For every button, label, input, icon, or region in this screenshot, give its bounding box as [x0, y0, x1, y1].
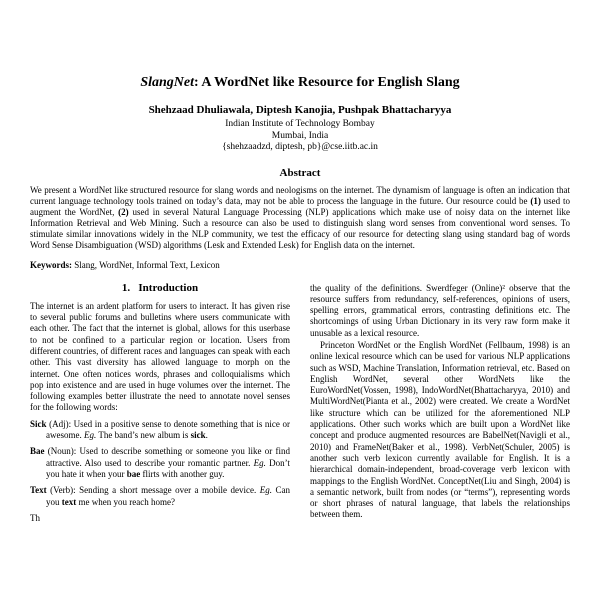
definition-eg-label: Eg. — [84, 430, 97, 441]
two-column-body — [30, 283, 570, 525]
definition-example-bold: bae — [126, 468, 141, 479]
definition-pos: (Noun): — [44, 446, 80, 457]
definition-example-pre: Can you — [46, 485, 291, 507]
abstract-part-3: used in several Natural Language Processing (NLP) applications which make use of noisy data on the internet like Information Retrieval and Web Mining. Such a resource can also be used to distinguish slang word senses from conventional word senses. To stimulate similar innovations widely in the NLP community, we test the efficacy of our resource for detecting slang using standard bag of words Word Sense Disambiguation (WSD) algorithms (Lesk and Extended Lesk) for English data on the internet. — [30, 206, 570, 250]
definition-example-pre: The band’s new album is — [96, 430, 191, 441]
definition-item-bae — [30, 446, 290, 480]
definition-example-post: flirts with another guy. — [140, 468, 225, 479]
definition-example-post: . — [205, 430, 208, 441]
definition-term: Text — [30, 485, 47, 496]
left-column — [30, 283, 290, 525]
right-column — [310, 283, 570, 525]
paper-title — [30, 74, 570, 91]
definition-eg-label: Eg. — [253, 457, 266, 468]
abstract-part-1: We present a WordNet like structured resource for slang words and neologisms on the internet. The dynamism of language is often an indication that current language technology tools trained on today’s data, may not be able to process the language in the future. Our resource could be — [30, 184, 570, 206]
keywords-line — [30, 260, 570, 271]
abstract-bold-1: (1) — [530, 195, 541, 206]
abstract-heading: Abstract — [279, 166, 321, 179]
definition-example-post: me when you reach home? — [76, 496, 175, 507]
definition-item-text — [30, 485, 291, 508]
paper-title-italic-part: SlangNet — [140, 75, 195, 90]
definition-pos: (Adj): — [46, 418, 74, 429]
right-column-paragraph-1: the quality of the definitions. Swerdfeger (Online)² observe that the resource suffers from redundancy, self-references, opinions of users, spelling errors, grammatical errors, contrasting definitions etc. The shortcomings of using Urban Dictionary in its very raw form make it unusable as a lexical resource. — [310, 282, 570, 338]
definition-desc: Used to describe something or someone you like or find attractive. Also used to describe your romantic partner. — [46, 446, 290, 468]
definition-example-bold: sick — [190, 430, 206, 441]
definition-pos: (Verb): — [46, 485, 80, 496]
definition-item-sick — [30, 418, 290, 442]
keywords-text: Slang, WordNet, Informal Text, Lexicon — [72, 259, 220, 270]
affiliation-line: Indian Institute of Technology Bombay — [225, 119, 375, 129]
abstract-bold-2: (2) — [118, 206, 129, 217]
definition-eg-label: Eg. — [259, 485, 273, 496]
definition-example-bold: text — [61, 496, 77, 507]
paper-title-rest: : A WordNet like Resource for English Slang — [194, 75, 460, 90]
definition-term: Sick — [30, 418, 47, 429]
definition-desc: Sending a short message over a mobile device. — [79, 485, 260, 496]
email-line: {shehzaadzd, diptesh, pb}@cse.iitb.ac.in — [222, 142, 378, 152]
keywords-label: Keywords: — [30, 259, 72, 270]
abstract-part-2: used to augment the WordNet, — [30, 195, 570, 217]
definition-example-pre: Don’t you hate it when your — [46, 457, 290, 479]
section-heading-introduction: 1. Introduction — [121, 281, 199, 294]
definition-desc: Used in a positive sense to denote something that is nice or awesome. — [46, 418, 290, 441]
right-column-paragraph-2: Princeton WordNet or the English WordNet (Fellbaum, 1998) is an online lexical resource which can be used for various NLP applications such as WSD, Machine Translation, Information retrieval, etc. Based on English WordNet, several other WordNets like the EuroWordNet(Vossen, 1998), IndoWordNet(Bhattacharyya, 2010) and MultiWordNet(Pianta et al., 2002) were created. We create a WordNet like structure which can be utilized for the aforementioned NLP applications. Other such works which are built upon a WordNet like concept and produce augmented resources are BabelNet(Navigli et al., 2010) and FrameNet(Baker et al., 1998). VerbNet(Schuler, 2005) is another such verb lexicon currently available for English. It is a hierarchical domain-independent, broad-coverage verb lexicon with mappings to the English WordNet. ConceptNet(Liu and Singh, 2004) is a semantic network, built from nodes (or “terms”), representing words or short phrases of natural language, that labels the relationships between them. — [310, 339, 570, 520]
clipped-bottom-line: Th — [30, 512, 40, 523]
abstract-text — [30, 185, 570, 251]
authors-line: Shehzaad Dhuliawala, Diptesh Kanojia, Pushpak Bhattacharyya — [148, 104, 452, 116]
definition-term: Bae — [30, 446, 45, 457]
city-line: Mumbai, India — [271, 130, 329, 141]
introduction-paragraph: The internet is an ardent platform for users to interact. It has given rise to several public forums and bulletins where users communicate with each other. The fact that the internet is global, allows for this userbase to not be confined to a particular region or location. Users from different countries, of different races and languages can speak with each other. This vast diversity has allowed language to morph on the internet. One often notices words, phrases and colloquialisms which pop into existence and are used in huge volumes over the internet. The following examples better illustrate the need to annotate novel senses for the following words: — [30, 300, 290, 413]
